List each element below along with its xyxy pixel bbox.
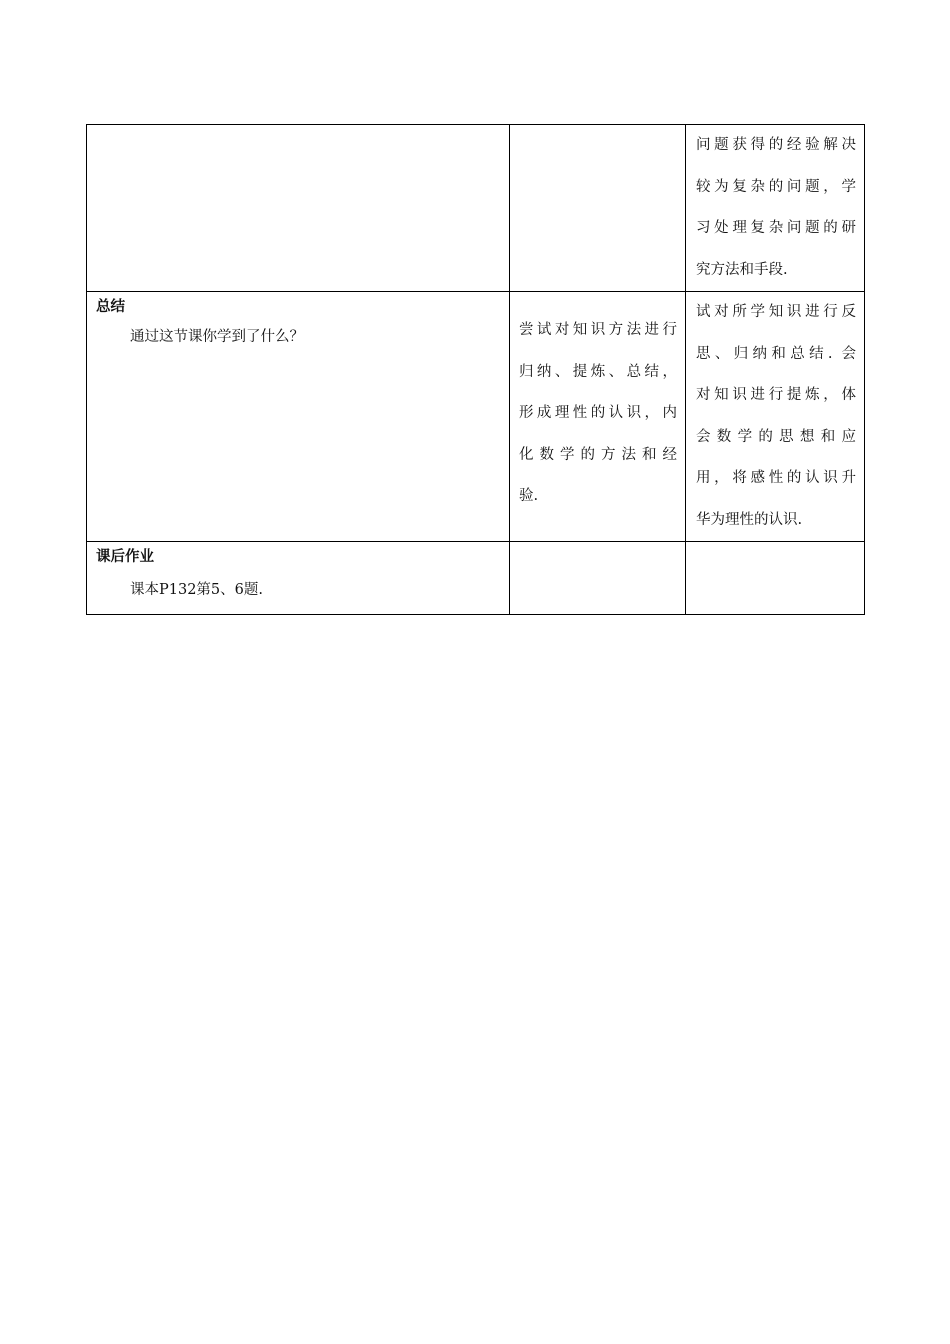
summary-question: 通过这节课你学到了什么？ <box>130 329 304 345</box>
text-line: 归纳、提炼、总结， <box>519 363 677 380</box>
text-line: 验. <box>519 488 539 504</box>
summary-student-cell <box>510 292 686 542</box>
text-line: 华为理性的认识. <box>696 511 803 528</box>
homework-heading: 课后作业 <box>96 549 154 565</box>
text-line: 问题获得的经验解决 <box>696 137 856 153</box>
text-line: 试对所学知识进行反 <box>696 304 856 320</box>
homework-student-cell <box>510 542 686 615</box>
summary-heading: 总结 <box>96 299 125 315</box>
text-line: 习处理复杂问题的研 <box>696 220 856 236</box>
text-line: 思、归纳和总结. 会 <box>696 345 856 362</box>
text-line: 究方法和手段. <box>696 261 788 278</box>
text-line: 化数学的方法和经 <box>519 446 677 463</box>
homework-activity-cell <box>87 542 510 615</box>
text-line: 尝试对知识方法进行 <box>519 322 677 338</box>
text-line: 较为复杂的问题，学 <box>696 178 856 195</box>
text-line: 形成理性的认识，内 <box>519 405 677 421</box>
text-line: 会数学的思想和应 <box>696 428 856 445</box>
text-line: 对知识进行提炼，体 <box>696 387 856 403</box>
row1-activity-cell <box>87 125 510 292</box>
text-line: 用，将感性的认识升 <box>696 470 856 486</box>
row1-purpose-cell <box>686 125 865 292</box>
lesson-plan-table <box>86 124 865 615</box>
summary-student-text <box>510 292 685 518</box>
table-row <box>87 125 865 292</box>
summary-activity-cell <box>87 292 510 542</box>
homework-purpose-cell <box>686 542 865 615</box>
summary-purpose-text <box>686 292 864 541</box>
summary-purpose-cell <box>686 292 865 542</box>
row1-purpose-text <box>686 125 864 291</box>
table-row <box>87 292 865 542</box>
table-row <box>87 542 865 615</box>
homework-task: 课本P132第5、6题. <box>130 582 263 598</box>
row1-student-cell <box>510 125 686 292</box>
